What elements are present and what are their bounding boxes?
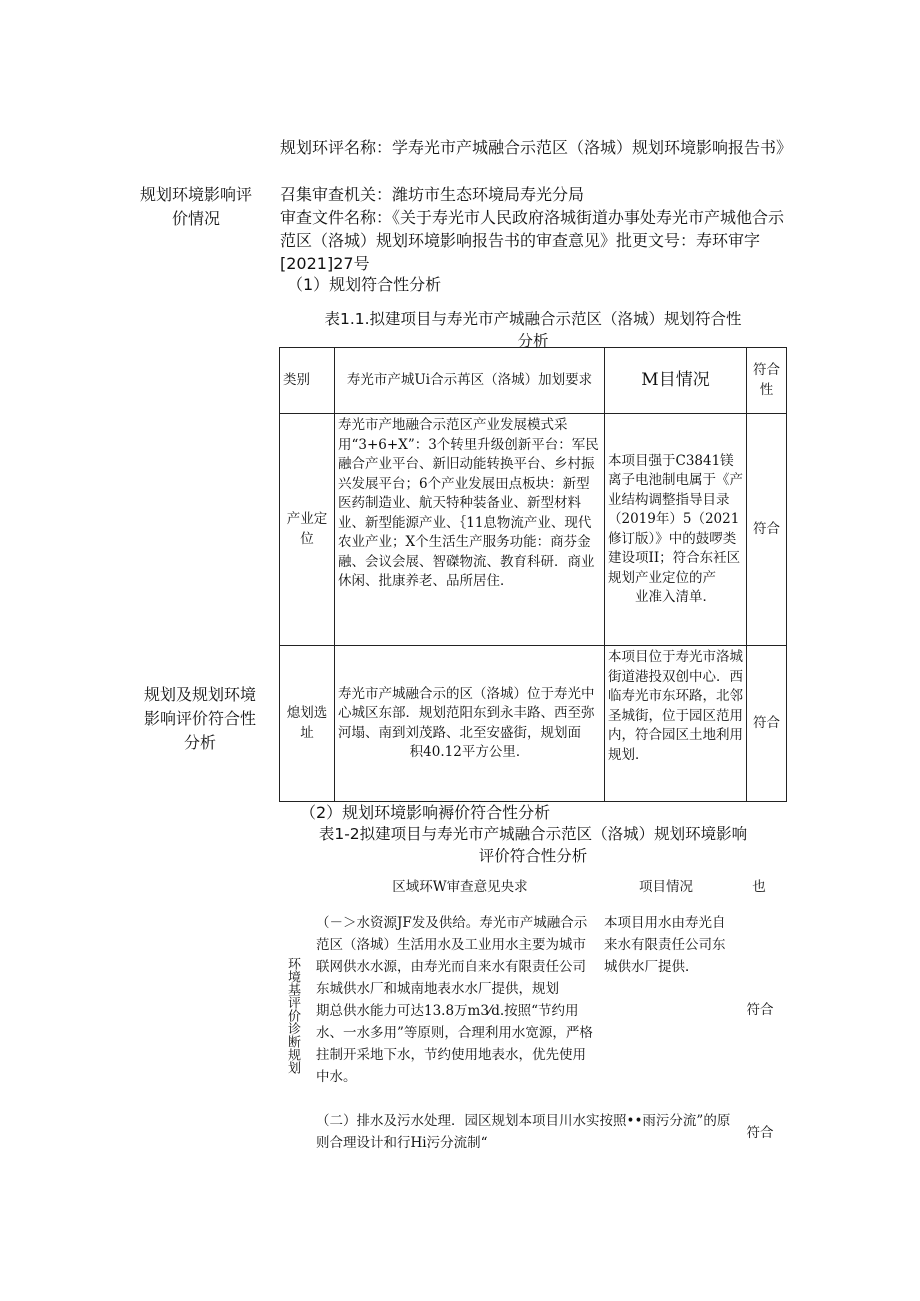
row1-requirement: 寿光市产地融合示范区产业发展模式采用“3+6+X”：3个转里升级创新平台：军民融合产业平台、新旧动能转换平台、乡村振兴发展平台；6个产业发展田点板块：新型医药制造业、航天特种装备业、新型材料业、新型能源产业、｛11息物流产业、现代农业产业；X个生活生产服务功能：商芬金融、会议会展、智磔物流、教育科研．商业休闲、批康养老、品所居住． <box>335 414 605 646</box>
table1-header-requirement: 寿光市产城Ui合示苒区（洛城）加划要求 <box>335 348 605 414</box>
row2-requirement-text: 寿光市产城融合示的区（洛城）位于寿光中心城区东部．规划范阳东到永丰路、西至弥河塌、南到刘茂路、北至安盛街，规划面 <box>338 685 595 741</box>
review-authority: 召集审查机关：潍坊市生态环境局寿光分局 <box>280 185 585 204</box>
table2-header-requirement: 区域环W审查意见央求 <box>392 879 528 895</box>
review-document: 审查文件名称：《关于寿光市人民政府洛城街道办事处寿光市产城他合示范区（洛城）规划环境影响报告书的审查意见》批更文号：寿环审字[2021]27号 <box>280 208 785 273</box>
row1-project-tail: 业准入清单． <box>635 589 716 605</box>
table1-header-conform: 符合性 <box>747 348 787 414</box>
subheading-eia-conformity: （2）规划环境影响褥价符合性分析 <box>300 803 551 822</box>
row2-requirement <box>335 646 605 802</box>
table2-side-label: 环境基评价诊断规划 <box>285 956 300 1074</box>
table2-caption: 表1-2拟建项目与寿光市产城融合示范区（洛城）规划环境影响评价符合性分析 <box>318 825 748 865</box>
row1-conform: 符合 <box>747 414 787 646</box>
table2-row2-conform: 符合 <box>746 1125 774 1141</box>
table2-row1-requirement-text: （－＞水资源JF发及供给。寿光市产城融合示范区（洛城）生活用水及工业用水主要为城市联网供水水源，由寿光而自来水有限责任公司东城供水厂和城南地表水水厂提供，规划 <box>316 915 588 997</box>
table2-row1-conform: 符合 <box>746 1002 774 1018</box>
table1-header-project: M目情况 <box>605 348 747 414</box>
row2-project: 本项目位于寿光市洛城街道港投双创中心．西临寿光市东环路，北邻圣城街，位于园区范用内，符合园区土地利用规划． <box>605 646 747 802</box>
table1-caption: 表1.1.拟建项目与寿光市产城融合示范区（洛城）规划符合性分析 <box>324 310 742 350</box>
row1-project-text: 本项目强于C3841镁离子电池制电属于《产业结构调整指导目录（2019年）5（2021修订版）》中的鼓啰类建设项II；符合东衽区规划产业定位的产 <box>608 452 743 586</box>
subheading-plan-conformity: （1）规划符合性分析 <box>287 275 442 294</box>
row2-requirement-tail: 积40.12平方公里． <box>409 744 530 760</box>
section1-label: 规划环境影响评价情况 <box>140 185 253 228</box>
row2-conform: 符合 <box>747 646 787 802</box>
table2-row1-project: 本项目用水由寿光自来水有限责任公司东城供水厂提供． <box>604 915 726 975</box>
row1-category: 产业定位 <box>280 414 335 646</box>
row2-category: 熄划选址 <box>280 646 335 802</box>
table-row <box>280 414 787 646</box>
table2-row2-requirement: （二）排水及污水处理．园区规划本项目川水实按照••雨污分流”的原则合理设计和行Hi污分流制“ <box>316 1113 731 1151</box>
table-row <box>280 646 787 802</box>
table1 <box>279 347 787 802</box>
row1-project <box>605 414 747 646</box>
plan-name: 规划环评名称：学寿光市产城融合示范区（洛城）规划环境影响报告书》 <box>280 138 793 157</box>
table2-row1-requirement-tail: 期总供水能力可达13.8万m3⁄d.按照“节约用水、一水多用”等原则，合理利用水宽源，严格拄制开采地下水，节约使用地表水，优先使用中水。 <box>316 1003 593 1085</box>
table1-header-row <box>280 348 787 414</box>
table2-row1-requirement <box>316 912 594 1088</box>
table2-header-conform: 也 <box>752 879 766 895</box>
section2-label: 规划及规划环境影响评价符合性分析 <box>143 685 256 752</box>
table2-header-project: 项目情况 <box>639 879 693 895</box>
table1-header-category: 类别 <box>280 348 335 414</box>
